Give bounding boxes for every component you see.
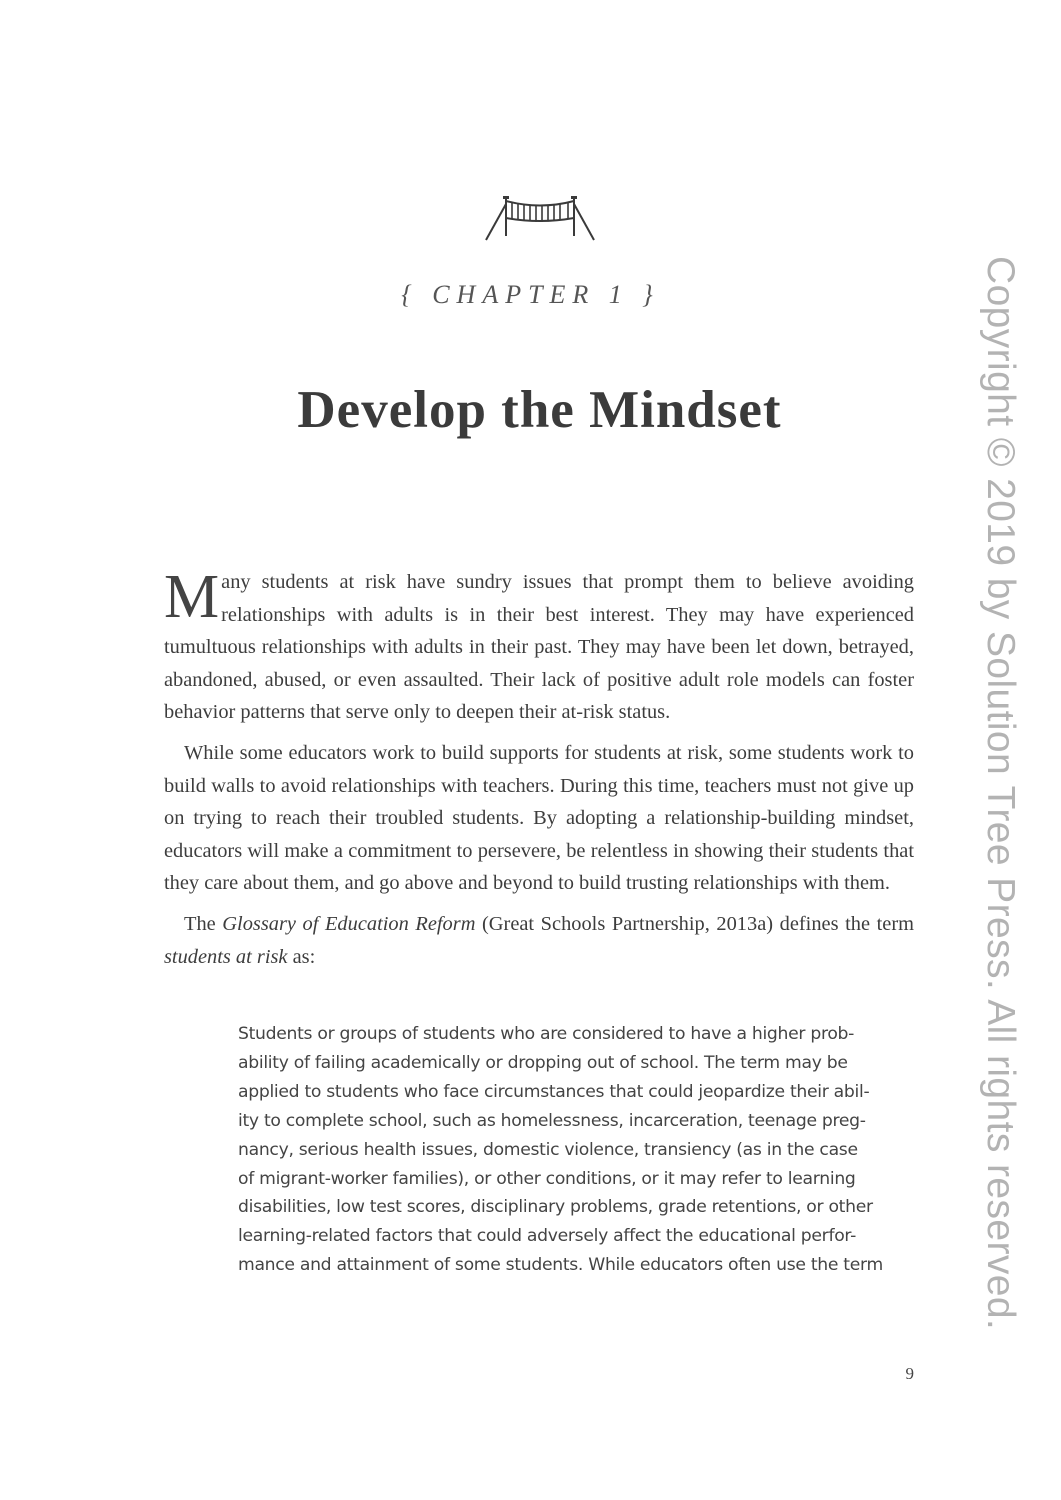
p1-line: tumultuous relationships with adults in their past. They may have been let down, [164, 636, 833, 659]
quote-line: nancy, serious health issues, domestic violence, transiency (as in the case [238, 1139, 858, 1160]
page-number: 9 [905, 1364, 914, 1383]
paragraph-3 [164, 908, 914, 973]
quote-line: ity to complete school, such as homelessness, incarceration, teenage preg- [238, 1110, 866, 1131]
p1-line: relationships with adults is in their best interest. They may have experienced [221, 603, 914, 626]
p3-prefix: The [184, 912, 223, 935]
quote-line: applied to students who face circumstances that could jeopardize their abil- [238, 1081, 870, 1102]
quote-line: disabilities, low test scores, disciplinary problems, grade retentions, or other [238, 1197, 873, 1218]
copyright-watermark: Copyright © 2019 by Solution Tree Press. All rights reserved. [979, 256, 1022, 1331]
block-quote [238, 1020, 883, 1280]
bridge-icon [484, 194, 596, 242]
quote-line: learning-related factors that could adversely affect the educational perfor- [238, 1226, 856, 1247]
dropcap: M [164, 563, 220, 631]
body-text [164, 563, 914, 973]
p3-suffix: as: [287, 945, 316, 968]
p1-line: betrayed, abandoned, abused, or even assaulted. Their lack of positive adult role [164, 636, 914, 691]
glossary-title: Glossary of Education Reform [222, 912, 476, 935]
quote-line: ability of failing academically or dropping out of school. The term may be [238, 1052, 848, 1073]
paragraph-1 [164, 563, 914, 729]
chapter-label: { CHAPTER 1 } [401, 280, 660, 309]
term-students-at-risk: students at risk [164, 945, 288, 968]
quote-line: of migrant-worker families), or other conditions, or it may refer to learning [238, 1168, 856, 1189]
p1-line: models can foster behavior patterns that serve only to deepen their at-risk status. [164, 668, 914, 724]
quote-line: Students or groups of students who are considered to have a higher prob- [238, 1024, 855, 1044]
p3-middle: (Great Schools Partnership, 2013a) defines the term [475, 912, 914, 935]
paragraph-2: While some educators work to build supports for students at risk, some students work to build walls to avoid relationships with teachers. During this time, teachers must not give up on trying to reach their troubled students. By adopting a relationship-building mindset, educators will make a commitment to persevere, be relentless in showing their students that they care about them, and go above and beyond to build trusting relationships with them. [164, 741, 914, 895]
p1-line: any students at risk have sundry issues that prompt them to believe avoiding [221, 571, 914, 593]
quote-line: mance and attainment of some students. While educators often use the term [238, 1255, 883, 1276]
chapter-title: Develop the Mindset [297, 381, 782, 439]
